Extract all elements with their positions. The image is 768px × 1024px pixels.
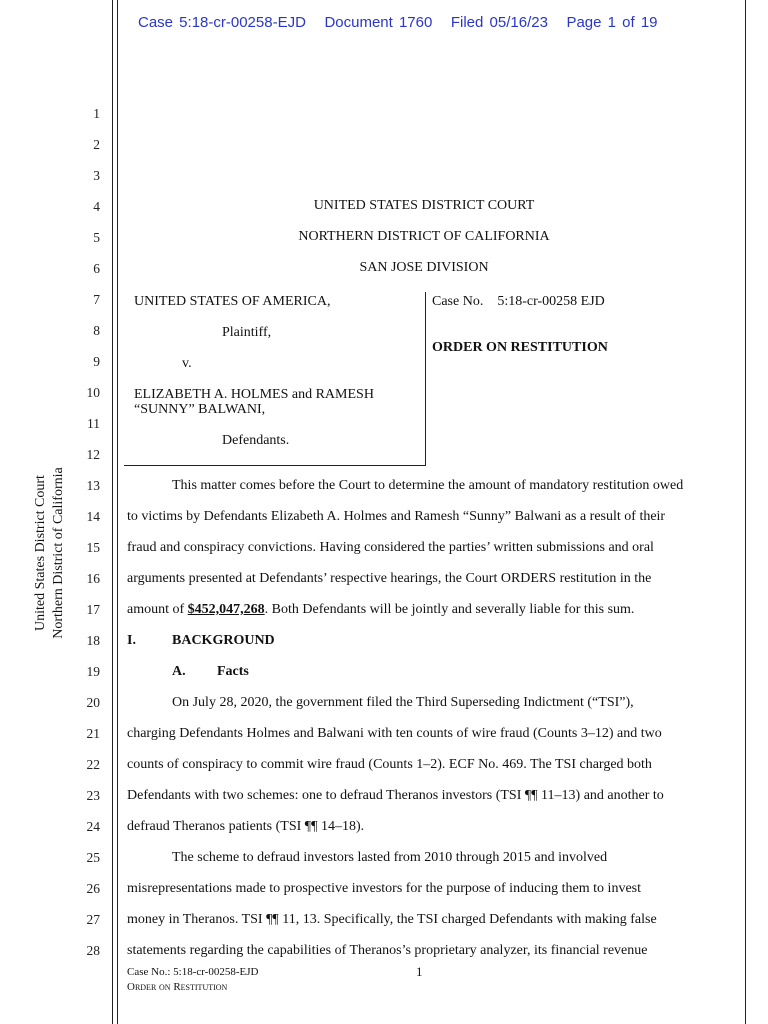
header-case-number: Case 5:18-cr-00258-EJD [138,14,306,31]
line-number: 12 [86,447,100,462]
body-line-15: fraud and conspiracy convictions. Having considered the parties’ written submissions and oral [127,540,654,555]
body-line-20: On July 28, 2020, the government filed the Third Superseding Indictment (“TSI”), [172,695,634,710]
court-name: UNITED STATES DISTRICT COURT [313,198,535,213]
line-number: 24 [86,819,100,834]
right-margin-rule [745,0,746,1024]
court-division: SAN JOSE DIVISION [359,260,489,275]
line-number: 21 [86,726,100,741]
body-line-21: charging Defendants Holmes and Balwani with ten counts of wire fraud (Counts 3–12) and two [127,726,662,741]
line-number: 15 [86,540,100,555]
plaintiff-name: UNITED STATES OF AMERICA, [134,294,331,309]
body-line-28: statements regarding the capabilities of Theranos’s proprietary analyzer, its financial revenue [127,943,648,958]
court-district: NORTHERN DISTRICT OF CALIFORNIA [298,229,550,244]
line-number: 7 [93,292,100,307]
caption-divider [425,292,426,466]
line-number: 18 [86,633,100,648]
line-number: 10 [86,385,100,400]
line-number: 26 [86,881,100,896]
header-filed: Filed 05/16/23 [450,14,548,31]
line-number: 13 [86,478,100,493]
case-number-label: Case No. [432,294,484,309]
filing-header [138,14,658,31]
sidebar-court-name: United States District Court [33,475,48,631]
defendants-role: Defendants. [222,433,290,448]
defendants-line-2: “SUNNY” BALWANI, [134,402,266,417]
case-number [432,294,605,310]
line-number: 1 [93,106,100,121]
body-line-25: The scheme to defraud investors lasted from 2010 through 2015 and involved [172,850,608,865]
body-line-17 [127,602,634,618]
body-line-13: This matter comes before the Court to determine the amount of mandatory restitution owed [172,478,684,493]
line-number: 2 [93,137,100,152]
body-line-24: defraud Theranos patients (TSI ¶¶ 14–18). [127,819,365,834]
line-number: 23 [86,788,100,803]
line-number: 5 [93,230,100,245]
header-document: Document 1760 [324,14,433,31]
line-number: 8 [93,323,100,338]
line-number: 28 [86,943,100,958]
section-number: I. [127,633,136,648]
line-number: 19 [86,664,100,679]
line-number: 22 [86,757,100,772]
line-number: 11 [87,416,100,431]
body-line-14: to victims by Defendants Elizabeth A. Holmes and Ramesh “Sunny” Balwani as a result of their [127,509,666,524]
body-line-16: arguments presented at Defendants’ respective hearings, the Court ORDERS restitution in the [127,571,652,586]
body-line-26: misrepresentations made to prospective investors for the purpose of inducing them to invest [127,881,641,896]
plaintiff-role: Plaintiff, [222,325,272,340]
versus: v. [182,356,192,371]
restitution-amount: $452,047,268 [187,602,265,617]
body-line-22: counts of conspiracy to commit wire fraud (Counts 1–2). ECF No. 469. The TSI charged both [127,757,652,772]
case-number-value: 5:18-cr-00258 EJD [497,294,605,309]
line-number: 14 [86,509,100,524]
footer-case-number: Case No.: 5:18-cr-00258-EJD [127,966,259,978]
line-number: 20 [86,695,100,710]
left-margin-rule-inner [117,0,118,1024]
line-number: 25 [86,850,100,865]
line-number: 17 [86,602,100,617]
line-number: 3 [93,168,100,183]
line-number: 4 [93,199,100,214]
left-margin-rule-outer [112,0,113,1024]
amount-lead: amount of [127,602,188,617]
body-line-23: Defendants with two schemes: one to defraud Theranos investors (TSI ¶¶ 11–13) and another to [127,788,664,803]
line-number: 9 [93,354,100,369]
section-heading [127,633,136,649]
line-number: 16 [86,571,100,586]
amount-tail: . Both Defendants will be jointly and severally liable for this sum. [264,602,635,617]
line-number: 6 [93,261,100,276]
footer-page-number: 1 [416,964,423,979]
subsection-number: A. [172,664,186,679]
caption-bottom-rule [124,465,426,466]
sidebar-district-name: Northern District of California [51,467,66,639]
order-title: ORDER ON RESTITUTION [432,340,608,355]
header-page: Page 1 of 19 [566,14,658,31]
line-number: 27 [86,912,100,927]
subsection-title: Facts [217,664,249,679]
section-title: BACKGROUND [172,633,275,648]
footer-title: Order on Restitution [127,981,228,993]
defendants-line-1: ELIZABETH A. HOLMES and RAMESH [134,387,374,402]
body-line-27: money in Theranos. TSI ¶¶ 11, 13. Specifically, the TSI charged Defendants with making false [127,912,657,927]
